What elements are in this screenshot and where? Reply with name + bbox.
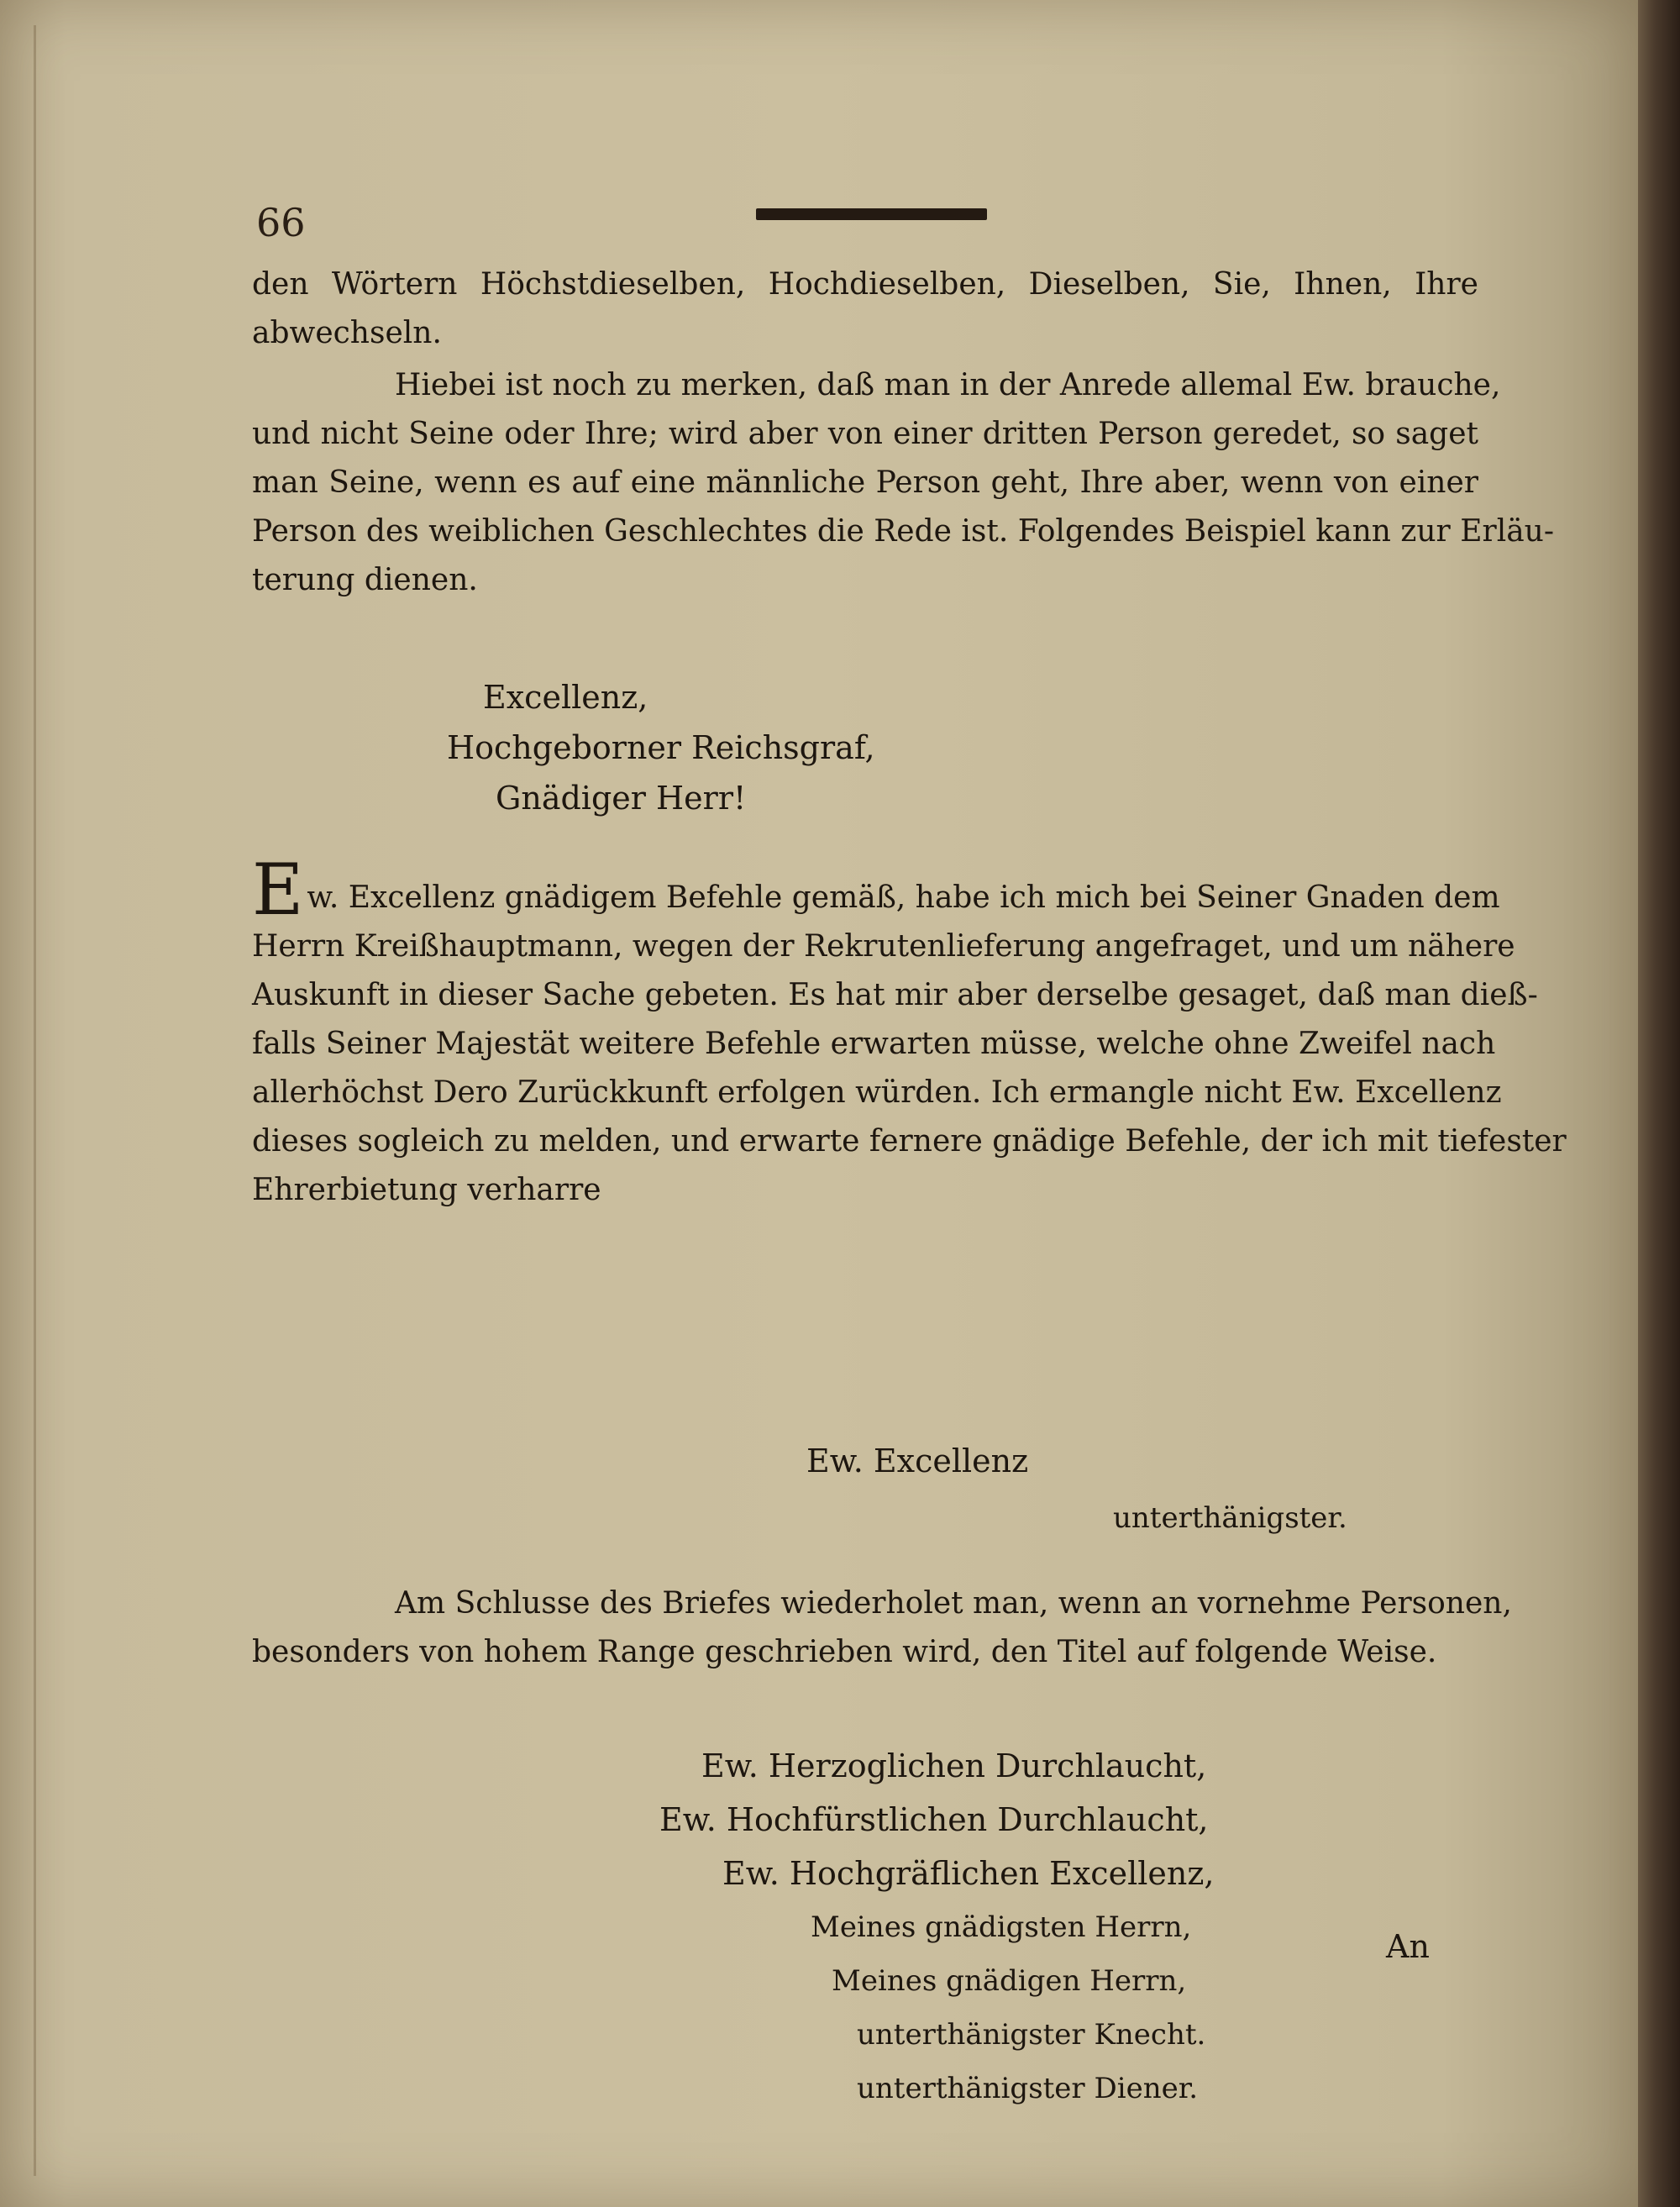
text-line: terung dienen. <box>252 563 478 597</box>
salutation-line: Excellenz, <box>483 679 648 716</box>
text-line: Auskunft in dieser Sache gebeten. Es hat mir aber derselbe gesaget, daß man dieß- <box>252 978 1538 1012</box>
text-line: den Wörtern Höchstdieselben, Hochdieselben, Dieselben, Sie, Ihnen, Ihre <box>252 267 1478 302</box>
title-line: unterthänigster Knecht. <box>857 2018 1206 2052</box>
title-examples <box>252 1739 1478 2115</box>
title-line: unterthänigster Diener. <box>857 2072 1199 2105</box>
text-line: man Seine, wenn es auf eine männliche Person geht, Ihre aber, wenn von einer <box>252 465 1478 500</box>
header-ornament-rule <box>756 208 987 220</box>
text-line: Person des weiblichen Geschlechtes die Rede ist. Folgendes Beispiel kann zur Erläu- <box>252 514 1555 549</box>
text-line: abwechseln. <box>252 316 442 350</box>
letter-salutation <box>252 672 1478 823</box>
text-line: besonders von hohem Range geschrieben wird, den Titel auf folgende Weise. <box>252 1635 1437 1669</box>
text-line: Ehrerbietung verharre <box>252 1173 601 1207</box>
text-line-rest: w. Excellenz gnädigem Befehle gemäß, habe ich mich bei Seiner Gnaden dem <box>307 880 1500 915</box>
book-binding-edge <box>1638 0 1680 2207</box>
text-line <box>252 849 1500 931</box>
text-line: allerhöchst Dero Zurückkunft erfolgen würden. Ich ermangle nicht Ew. Excellenz <box>252 1075 1502 1110</box>
catchword: An <box>1386 1928 1430 1965</box>
salutation-line: Gnädiger Herr! <box>496 780 747 817</box>
title-line: Ew. Hochfürstlichen Durchlaucht, <box>659 1801 1209 1838</box>
drop-cap: E <box>252 849 304 931</box>
salutation-line: Hochgeborner Reichsgraf, <box>447 729 875 766</box>
letter-closing <box>252 1437 1478 1542</box>
title-line: Meines gnädigen Herrn, <box>832 1964 1187 1998</box>
paragraph-2 <box>252 361 1555 605</box>
title-line: Ew. Herzoglichen Durchlaucht, <box>701 1747 1207 1784</box>
text-line: falls Seiner Majestät weitere Befehle erwarten müsse, welche ohne Zweifel nach <box>252 1027 1496 1061</box>
text-line: Hiebei ist noch zu merken, daß man in der Anrede allemal Ew. brauche, <box>395 368 1501 402</box>
text-line: dieses sogleich zu melden, und erwarte fernere gnädige Befehle, der ich mit tiefester <box>252 1124 1567 1159</box>
page-edge-line <box>34 25 36 2176</box>
paragraph-3 <box>252 1579 1512 1677</box>
text-line: und nicht Seine oder Ihre; wird aber von einer dritten Person geredet, so saget <box>252 417 1478 451</box>
text-line: Herrn Kreißhauptmann, wegen der Rekrutenlieferung angefraget, und um nähere <box>252 929 1515 964</box>
letter-body <box>252 849 1567 1215</box>
page-number: 66 <box>256 200 306 245</box>
title-line: Meines gnädigsten Herrn, <box>811 1910 1192 1944</box>
title-line: Ew. Hochgräflichen Excellenz, <box>722 1855 1215 1892</box>
paragraph-1 <box>252 260 1478 358</box>
closing-line: Ew. Excellenz <box>806 1442 1029 1479</box>
closing-line: unterthänigster. <box>1113 1501 1347 1535</box>
text-line: Am Schlusse des Briefes wiederholet man, wenn an vornehme Personen, <box>395 1586 1512 1621</box>
